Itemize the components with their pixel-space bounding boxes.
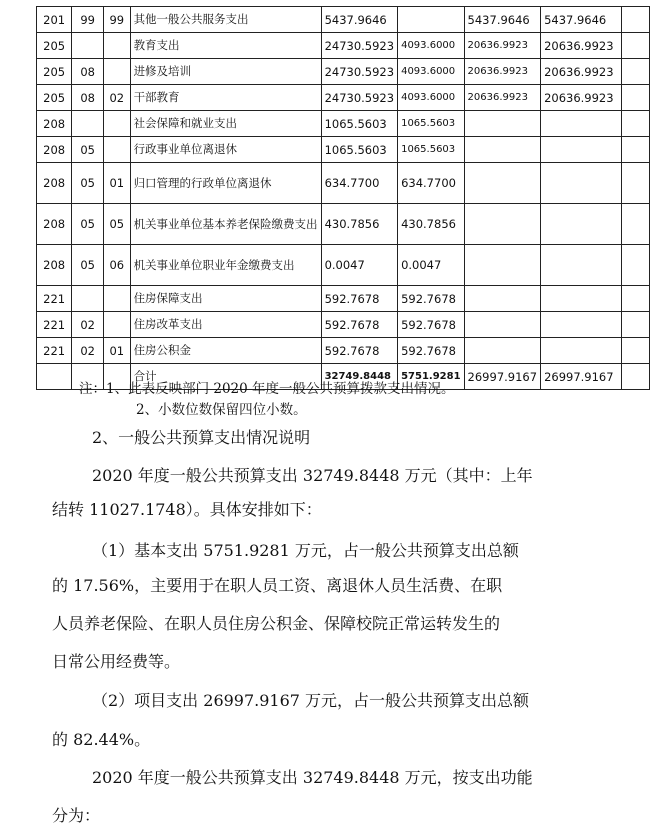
- cell-c5: 592.7678: [321, 312, 398, 338]
- cell-c3: 01: [104, 163, 131, 204]
- cell-c5: 1065.5603: [321, 137, 398, 163]
- cell-c9: [622, 245, 650, 286]
- cell-c4: 进修及培训: [130, 59, 321, 85]
- cell-c1: 201: [37, 7, 72, 33]
- cell-c4: 归口管理的行政单位离退休: [130, 163, 321, 204]
- cell-c2: 02: [72, 312, 104, 338]
- cell-c8: 20636.9923: [541, 33, 622, 59]
- cell-c8: [541, 245, 622, 286]
- cell-c6: 4093.6000: [398, 59, 464, 85]
- cell-c3: [104, 137, 131, 163]
- cell-c4: 教育支出: [130, 33, 321, 59]
- cell-c6: 4093.6000: [398, 33, 464, 59]
- cell-c6: 4093.6000: [398, 85, 464, 111]
- cell-c7: 20636.9923: [464, 85, 541, 111]
- cell-c9: [622, 59, 650, 85]
- cell-c7: [464, 137, 541, 163]
- budget-table: [36, 6, 650, 390]
- cell-c4: 社会保障和就业支出: [130, 111, 321, 137]
- cell-c2: 02: [72, 338, 104, 364]
- cell-c5: 5437.9646: [321, 7, 398, 33]
- cell-c9: [622, 286, 650, 312]
- cell-c3: [104, 111, 131, 137]
- cell-c9: [622, 33, 650, 59]
- cell-c5: 0.0047: [321, 245, 398, 286]
- total-cell-c4: 合计: [130, 364, 321, 390]
- table-row: [37, 111, 650, 137]
- cell-c3: [104, 286, 131, 312]
- total-cell-c1: [37, 364, 72, 390]
- cell-c8: 20636.9923: [541, 85, 622, 111]
- cell-c7: [464, 245, 541, 286]
- cell-c9: [622, 7, 650, 33]
- cell-c8: [541, 286, 622, 312]
- cell-c1: 221: [37, 286, 72, 312]
- cell-c2: [72, 286, 104, 312]
- cell-c7: 5437.9646: [464, 7, 541, 33]
- cell-c7: [464, 204, 541, 245]
- cell-c4: 机关事业单位职业年金缴费支出: [130, 245, 321, 286]
- paragraph-3-line-2: 的 82.44%。: [52, 730, 151, 749]
- paragraph-1-line-1: 2020 年度一般公共预算支出 32749.8448 万元（其中：上年: [92, 466, 533, 485]
- cell-c2: 05: [72, 245, 104, 286]
- cell-c7: [464, 338, 541, 364]
- cell-c2: 08: [72, 85, 104, 111]
- cell-c5: 24730.5923: [321, 59, 398, 85]
- cell-c7: 20636.9923: [464, 33, 541, 59]
- cell-c1: 208: [37, 204, 72, 245]
- cell-c5: 592.7678: [321, 286, 398, 312]
- section-heading: 2、一般公共预算支出情况说明: [92, 428, 311, 447]
- cell-c1: 208: [37, 137, 72, 163]
- cell-c3: 99: [104, 7, 131, 33]
- cell-c4: 干部教育: [130, 85, 321, 111]
- cell-c2: [72, 33, 104, 59]
- table-row: [37, 7, 650, 33]
- table-row: [37, 286, 650, 312]
- cell-c7: [464, 163, 541, 204]
- cell-c3: 02: [104, 85, 131, 111]
- cell-c2: 08: [72, 59, 104, 85]
- cell-c4: 行政事业单位离退休: [130, 137, 321, 163]
- budget-table-body: [37, 7, 650, 390]
- cell-c8: [541, 204, 622, 245]
- cell-c9: [622, 85, 650, 111]
- cell-c7: [464, 286, 541, 312]
- cell-c9: [622, 204, 650, 245]
- total-cell-c9: [622, 364, 650, 390]
- cell-c1: 205: [37, 85, 72, 111]
- cell-c1: 208: [37, 245, 72, 286]
- cell-c5: 24730.5923: [321, 85, 398, 111]
- table-row: [37, 312, 650, 338]
- cell-c1: 221: [37, 312, 72, 338]
- paragraph-1-line-2: 结转 11027.1748）。具体安排如下：: [52, 500, 322, 519]
- cell-c5: 592.7678: [321, 338, 398, 364]
- cell-c6: 430.7856: [398, 204, 464, 245]
- cell-c9: [622, 163, 650, 204]
- cell-c6: [398, 7, 464, 33]
- cell-c5: 24730.5923: [321, 33, 398, 59]
- table-row: [37, 59, 650, 85]
- cell-c7: [464, 312, 541, 338]
- total-cell-c7: 26997.9167: [464, 364, 541, 390]
- cell-c1: 205: [37, 33, 72, 59]
- table-row: [37, 163, 650, 204]
- paragraph-4-line-2: 分为：: [52, 806, 101, 825]
- cell-c7: 20636.9923: [464, 59, 541, 85]
- cell-c3: [104, 59, 131, 85]
- cell-c8: [541, 338, 622, 364]
- cell-c6: 592.7678: [398, 338, 464, 364]
- cell-c6: 0.0047: [398, 245, 464, 286]
- cell-c3: [104, 33, 131, 59]
- cell-c2: 05: [72, 137, 104, 163]
- cell-c4: 其他一般公共服务支出: [130, 7, 321, 33]
- cell-c4: 住房保障支出: [130, 286, 321, 312]
- paragraph-2-line-4: 日常公用经费等。: [52, 652, 181, 671]
- cell-c6: 592.7678: [398, 286, 464, 312]
- cell-c9: [622, 137, 650, 163]
- cell-c1: 208: [37, 111, 72, 137]
- cell-c8: [541, 312, 622, 338]
- total-cell-c8: 26997.9167: [541, 364, 622, 390]
- cell-c3: 06: [104, 245, 131, 286]
- table-row: [37, 245, 650, 286]
- table-row: [37, 33, 650, 59]
- cell-c9: [622, 111, 650, 137]
- cell-c6: 592.7678: [398, 312, 464, 338]
- table-note-2: 2、小数位数保留四位小数。: [136, 402, 307, 418]
- cell-c8: [541, 137, 622, 163]
- cell-c2: 05: [72, 204, 104, 245]
- cell-c8: 5437.9646: [541, 7, 622, 33]
- paragraph-2-line-2: 的 17.56%，主要用于在职人员工资、离退休人员生活费、在职: [52, 576, 503, 595]
- cell-c5: 634.7700: [321, 163, 398, 204]
- cell-c1: 221: [37, 338, 72, 364]
- cell-c2: [72, 111, 104, 137]
- cell-c5: 1065.5603: [321, 111, 398, 137]
- table-row: [37, 204, 650, 245]
- cell-c4: 住房改革支出: [130, 312, 321, 338]
- paragraph-2-line-1: （1）基本支出 5751.9281 万元，占一般公共预算支出总额: [92, 541, 519, 560]
- cell-c8: 20636.9923: [541, 59, 622, 85]
- cell-c6: 1065.5603: [398, 137, 464, 163]
- paragraph-4-line-1: 2020 年度一般公共预算支出 32749.8448 万元，按支出功能: [92, 768, 533, 787]
- cell-c2: 05: [72, 163, 104, 204]
- table-row: [37, 338, 650, 364]
- cell-c3: [104, 312, 131, 338]
- total-cell-c6: 5751.9281: [398, 364, 464, 390]
- cell-c8: [541, 163, 622, 204]
- cell-c9: [622, 338, 650, 364]
- cell-c1: 208: [37, 163, 72, 204]
- cell-c2: 99: [72, 7, 104, 33]
- cell-c3: 01: [104, 338, 131, 364]
- cell-c6: 634.7700: [398, 163, 464, 204]
- paragraph-3-line-1: （2）项目支出 26997.9167 万元，占一般公共预算支出总额: [92, 691, 530, 710]
- cell-c5: 430.7856: [321, 204, 398, 245]
- cell-c1: 205: [37, 59, 72, 85]
- cell-c6: 1065.5603: [398, 111, 464, 137]
- table-note-1: 注：1、此表反映部门 2020 年度一般公共预算拨款支出情况。: [79, 381, 455, 397]
- cell-c8: [541, 111, 622, 137]
- table-row: [37, 85, 650, 111]
- cell-c7: [464, 111, 541, 137]
- cell-c4: 住房公积金: [130, 338, 321, 364]
- cell-c4: 机关事业单位基本养老保险缴费支出: [130, 204, 321, 245]
- total-cell-c5: 32749.8448: [321, 364, 398, 390]
- table-row: [37, 137, 650, 163]
- paragraph-2-line-3: 人员养老保险、在职人员住房公积金、保障校院正常运转发生的: [52, 614, 501, 633]
- cell-c3: 05: [104, 204, 131, 245]
- cell-c9: [622, 312, 650, 338]
